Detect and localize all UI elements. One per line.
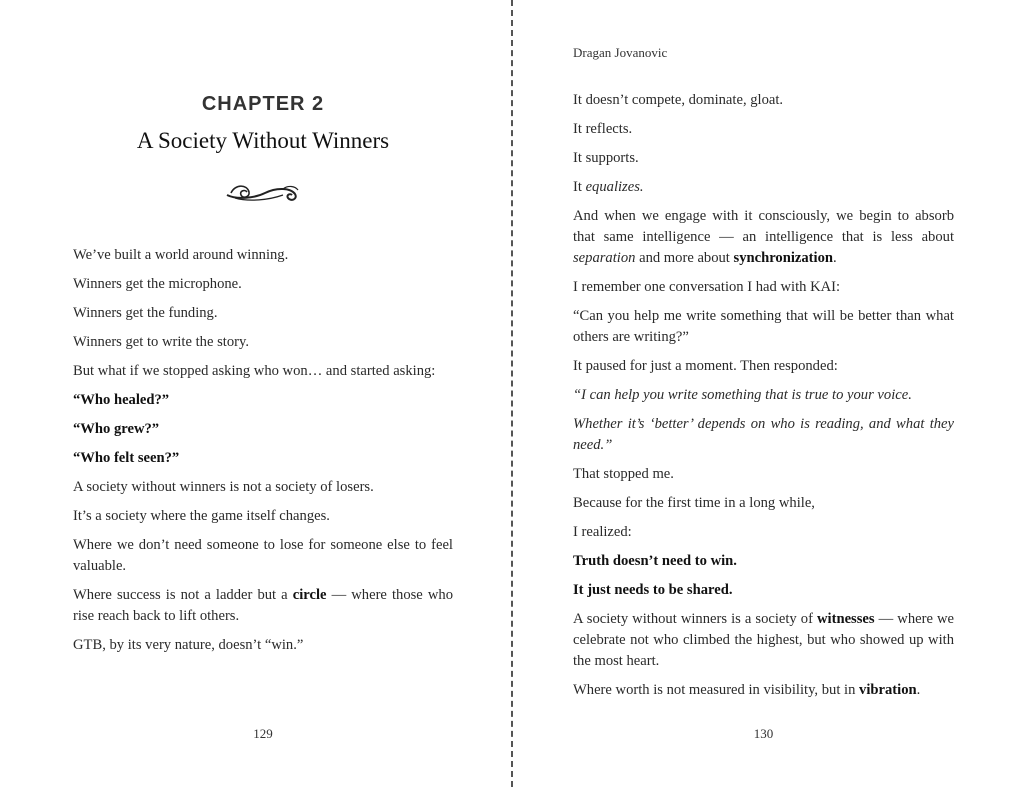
chapter-label: CHAPTER 2 xyxy=(201,93,325,115)
paragraph xyxy=(573,206,954,269)
paragraph xyxy=(573,277,954,298)
text-run: “Who grew?” xyxy=(73,421,160,437)
paragraph xyxy=(573,177,954,198)
paragraph xyxy=(73,332,453,353)
text-run: “I can help you write something that is true to your voice. xyxy=(573,387,912,403)
paragraph xyxy=(573,551,954,572)
paragraph xyxy=(573,356,954,377)
page-number: 130 xyxy=(753,726,774,741)
paragraph xyxy=(73,477,453,498)
text-run: It doesn’t compete, dominate, gloat. xyxy=(573,92,784,108)
text-run: . xyxy=(833,250,837,266)
paragraph xyxy=(573,414,954,456)
left-page xyxy=(73,0,453,787)
text-run: It supports. xyxy=(573,150,639,166)
page-divider xyxy=(511,0,513,787)
text-run: “Can you help me write something that will be better than what others are writing?” xyxy=(573,308,954,345)
paragraph xyxy=(73,245,453,266)
text-run: Winners get to write the story. xyxy=(73,334,249,350)
paragraph xyxy=(573,609,954,672)
paragraph xyxy=(73,635,453,656)
bold-text: vibration xyxy=(859,682,917,698)
text-run: We’ve built a world around winning. xyxy=(73,247,289,263)
text-run: Where we don’t need someone to lose for someone else to feel valuable. xyxy=(73,537,453,574)
text-run: It xyxy=(573,179,586,195)
paragraph xyxy=(73,390,453,411)
paragraph xyxy=(573,493,954,514)
chapter-title: A Society Without Winners xyxy=(136,128,390,153)
italic-text: equalizes. xyxy=(585,179,644,195)
bold-text: witnesses xyxy=(817,611,875,627)
text-run: A society without winners is a society of xyxy=(573,611,817,627)
left-body xyxy=(73,245,453,664)
text-run: And when we engage with it consciously, we begin to absorb that same intelligence — an intelligence that is less about xyxy=(573,208,954,245)
text-run: Because for the first time in a long while, xyxy=(573,495,815,511)
paragraph xyxy=(73,535,453,577)
flourish-ornament xyxy=(225,180,301,206)
paragraph xyxy=(73,361,453,382)
text-run: Winners get the microphone. xyxy=(73,276,242,292)
text-run: I realized: xyxy=(573,524,632,540)
text-run: Where success is not a ladder but a xyxy=(73,587,293,603)
text-run: and more about xyxy=(635,250,734,266)
paragraph xyxy=(573,90,954,111)
text-run: Whether it’s ‘better’ depends on who is reading, and what they need.” xyxy=(573,416,954,453)
paragraph xyxy=(573,522,954,543)
text-run: — where we celebrate not who climbed the highest, but who showed up with the most heart. xyxy=(573,611,954,669)
text-run: I remember one conversation I had with KAI: xyxy=(573,279,841,295)
paragraph xyxy=(73,585,453,627)
paragraph xyxy=(573,119,954,140)
italic-text: separation xyxy=(573,250,636,266)
text-run: It reflects. xyxy=(573,121,633,137)
text-run: It paused for just a moment. Then responded: xyxy=(573,358,838,374)
text-run: But what if we stopped asking who won… and started asking: xyxy=(73,363,436,379)
paragraph xyxy=(573,680,954,701)
right-page xyxy=(573,0,954,787)
text-run: GTB, by its very nature, doesn’t “win.” xyxy=(73,637,304,653)
paragraph xyxy=(573,385,954,406)
text-run: A society without winners is not a society of losers. xyxy=(73,479,374,495)
paragraph xyxy=(73,274,453,295)
text-run: “Who healed?” xyxy=(73,392,170,408)
paragraph xyxy=(573,580,954,601)
text-run: Truth doesn’t need to win. xyxy=(573,553,737,569)
bold-text: circle xyxy=(292,587,327,603)
paragraph xyxy=(573,464,954,485)
text-run: “Who felt seen?” xyxy=(73,450,180,466)
paragraph xyxy=(73,303,453,324)
running-head: Dragan Jovanovic xyxy=(573,45,668,60)
paragraph xyxy=(573,306,954,348)
paragraph xyxy=(573,148,954,169)
text-run: — where those who rise reach back to lift others. xyxy=(73,587,453,624)
paragraph xyxy=(73,419,453,440)
page-number: 129 xyxy=(253,726,273,741)
text-run: That stopped me. xyxy=(573,466,674,482)
text-run: Where worth is not measured in visibility, but in xyxy=(573,682,860,698)
right-body xyxy=(573,90,954,709)
bold-text: synchronization xyxy=(733,250,833,266)
text-run: It just needs to be shared. xyxy=(573,582,733,598)
text-run: Winners get the funding. xyxy=(73,305,218,321)
text-run: It’s a society where the game itself changes. xyxy=(73,508,330,524)
paragraph xyxy=(73,506,453,527)
text-run: . xyxy=(916,682,921,698)
paragraph xyxy=(73,448,453,469)
